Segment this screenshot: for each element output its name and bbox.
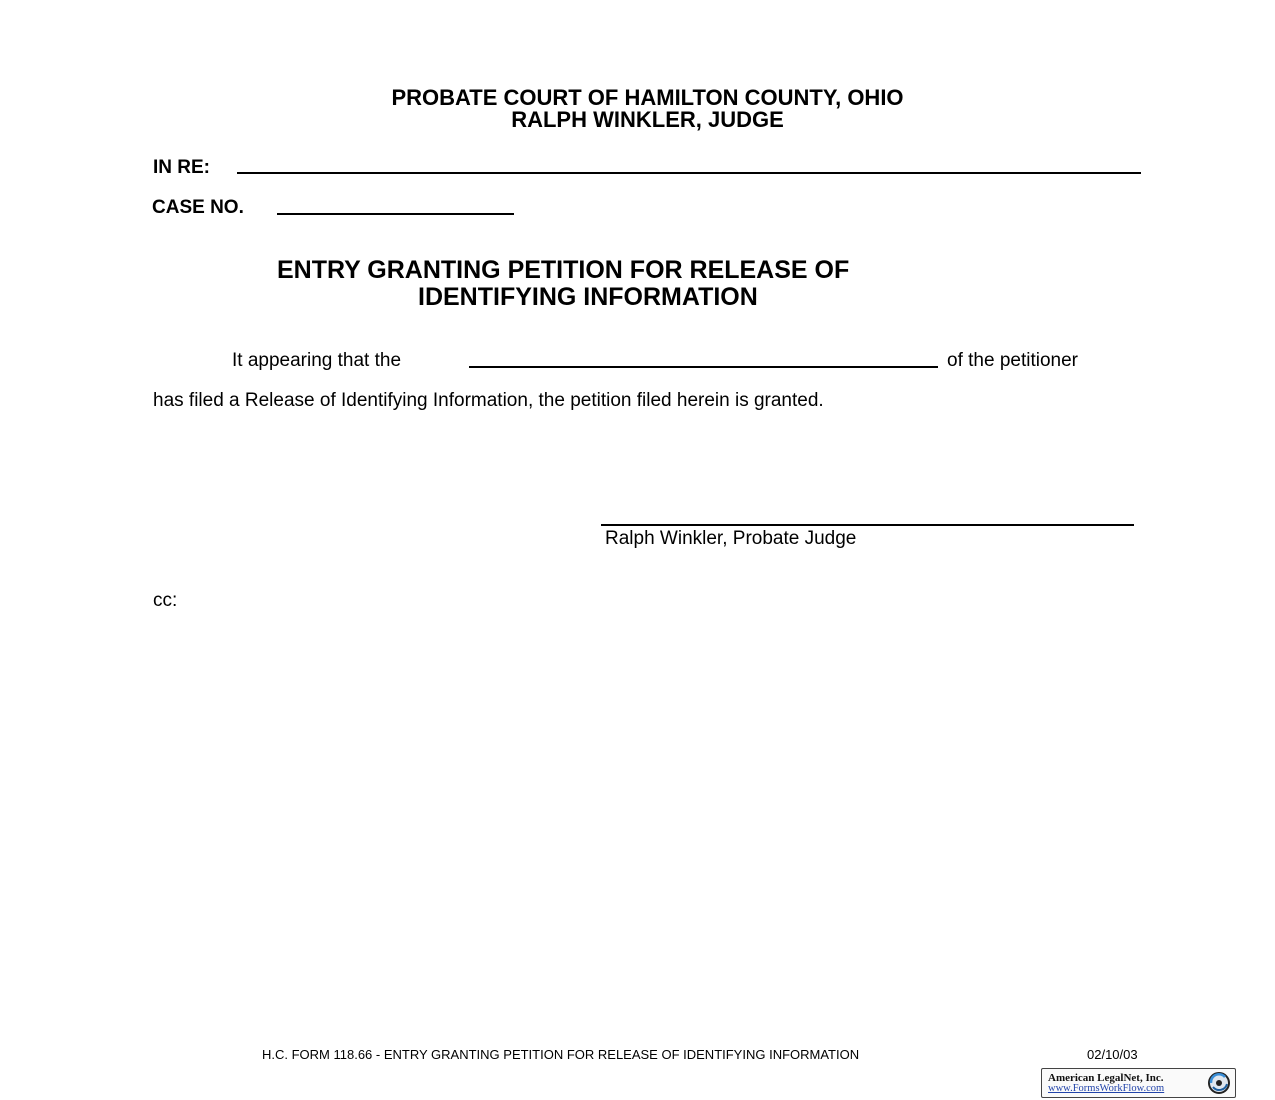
case-no-label: CASE NO. <box>152 197 244 218</box>
footer-form-text: H.C. FORM 118.66 - ENTRY GRANTING PETITION FOR RELEASE OF IDENTIFYING INFORMATION <box>262 1047 860 1062</box>
cc-label: cc: <box>153 590 178 611</box>
in-re-label: IN RE: <box>153 157 210 178</box>
signature-line[interactable] <box>601 524 1134 526</box>
judge-name-header: RALPH WINKLER, JUDGE <box>511 107 784 132</box>
relation-blank-field[interactable] <box>469 366 938 368</box>
signature-name: Ralph Winkler, Probate Judge <box>605 528 857 549</box>
court-name: PROBATE COURT OF HAMILTON COUNTY, OHIO <box>391 85 904 110</box>
publisher-url[interactable]: www.FormsWorkFlow.com <box>1048 1083 1165 1094</box>
body-text-petitioner: of the petitioner <box>947 350 1078 371</box>
document-title-line1: ENTRY GRANTING PETITION FOR RELEASE OF <box>277 256 850 284</box>
globe-icon <box>1205 1071 1231 1095</box>
body-text-intro: It appearing that the <box>232 350 402 371</box>
case-no-field[interactable] <box>277 213 514 215</box>
footer-date: 02/10/03 <box>1087 1047 1138 1062</box>
body-text-granted: has filed a Release of Identifying Information, the petition filed herein is granted. <box>153 390 824 411</box>
publisher-logo[interactable] <box>1041 1068 1236 1098</box>
document-title-line2: IDENTIFYING INFORMATION <box>418 283 758 311</box>
in-re-field[interactable] <box>237 172 1141 174</box>
publisher-name: American LegalNet, Inc. <box>1048 1072 1164 1084</box>
